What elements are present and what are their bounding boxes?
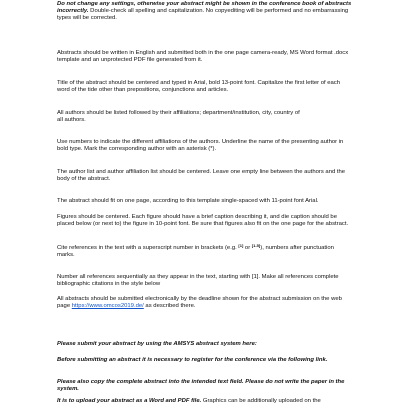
intro-paragraph: [57, 1, 357, 22]
paragraph-upload: It is to upload your abstract as a Word and PDF file. Graphics can be additionally uploaded on the: [57, 398, 321, 404]
paragraph-submission: All abstracts should be submitted electronically by the deadline shown for the abstract submission on the web page https://www.omcos2019.de/ as described there.: [57, 296, 342, 310]
paragraph-citations: Cite references in the text with a superscript number in brackets (e.g. [1] or [1-5]), numbers after punctuation marks.: [57, 243, 334, 259]
paragraph-title: Title of the abstract should be centered and typed in Arial, bold 13-point font. Capitalize the first letter of each word of the tide other than prepositions, conjunctions and articles.: [57, 80, 341, 94]
paragraph-figures: Figures should be centered. Each figure should have a brief caption describing it, and die caption should be placed below (or next to) the figure in 10-point font. Be sure that figures also fit on the one page for the abstract.: [57, 214, 349, 228]
paragraph-abstract-length: The abstract should fit on one page, according to this template single-spaced with 11-point font Arial.: [57, 198, 319, 204]
paragraph-language: Abstracts should be written in English and submitted both in the one page camera-ready, MS Word format .docx template and an unprotected PDF file generated from it.: [57, 50, 349, 64]
paragraph-author-list: The author list and author affiliation list should be centered. Leave one empty line between the authors and the body of the abstract.: [57, 169, 346, 183]
note-submit-amsys: Please submit your abstract by using the AMSYS abstract system here:: [57, 341, 257, 347]
note-register: Before submitting an abstract it is necessary to register for the conference via the following link.: [57, 357, 328, 363]
intro-warning: Do not change any settings, otherwise your abstract might be shown in the conference book of abstracts incorrectly.: [57, 1, 352, 15]
intro-rest: Double-check all spelling and capitalization. No copyediting will be performed and no embarrassing types will be corrected.: [57, 8, 349, 22]
paragraph-authors: All authors should be listed followed by their affiliations; department/institution, city, country of all authors.: [57, 110, 300, 124]
note-copy-abstract: Please also copy the complete abstract into the intended text field. Please do not write the paper in the system.: [57, 379, 345, 393]
paragraph-affiliations: Use numbers to indicate the different affiliations of the authors. Underline the name of the presenting author in bold type. Mark the corresponding author with an asterisk (*).: [57, 139, 344, 153]
citation-example-range: [1-5]: [251, 243, 261, 248]
paragraph-numbering: Number all references sequentially as they appear in the text, starting with [1]. Make all references complete bibliographic citations in the style below: [57, 274, 339, 288]
citation-example-single: [1]: [238, 243, 244, 248]
conference-website-link[interactable]: https://www.omcos2019.de/: [71, 303, 144, 310]
